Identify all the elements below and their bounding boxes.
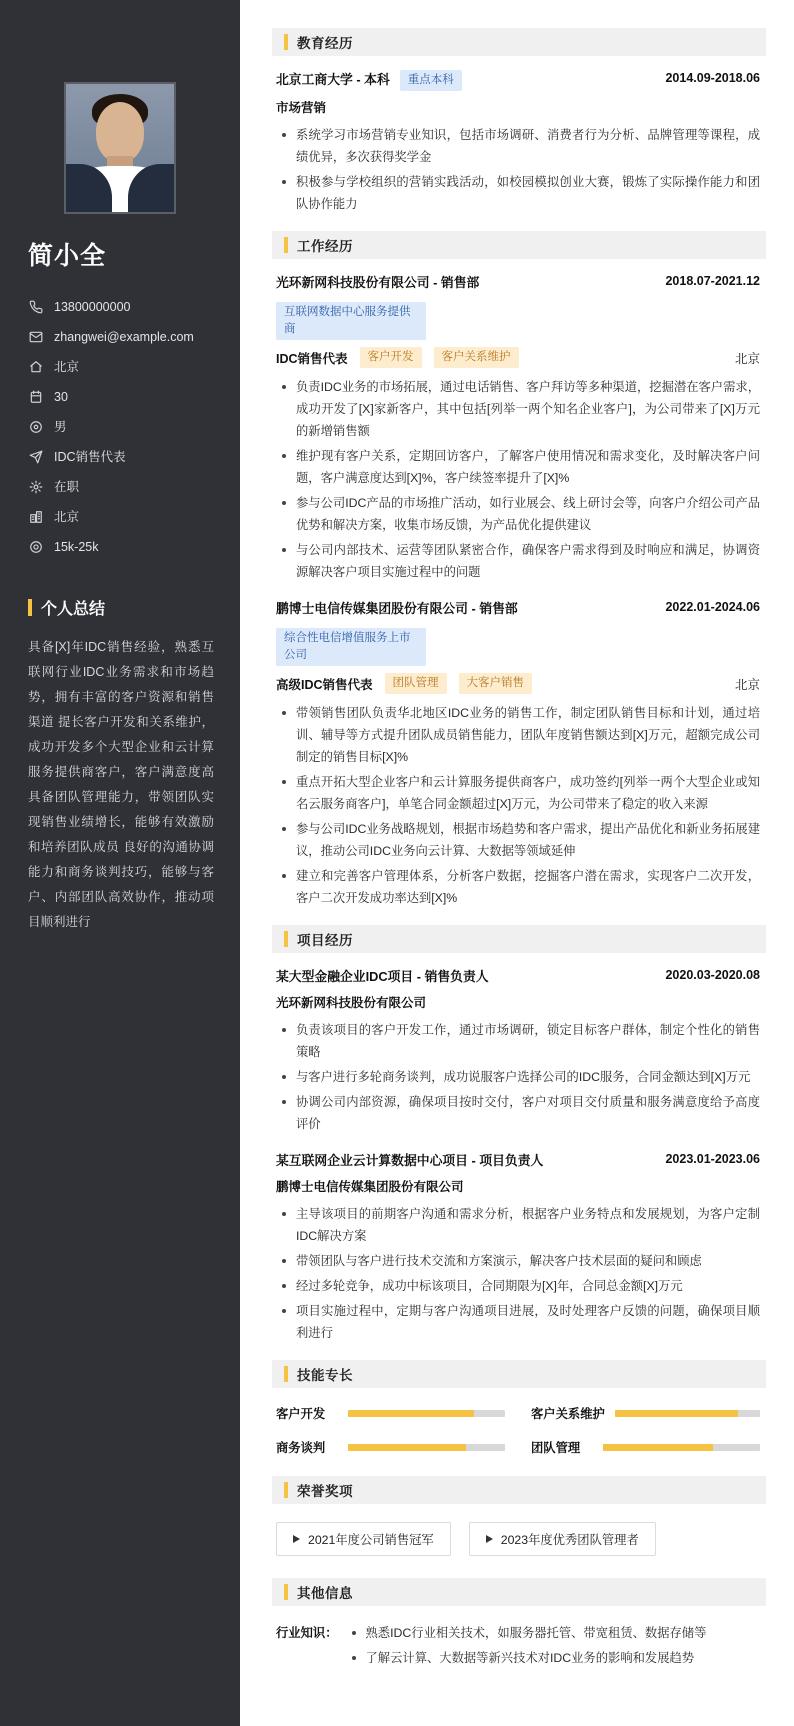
work-entry-left xyxy=(276,273,624,340)
section-title: 技能专长 xyxy=(297,1368,353,1383)
contact-phone-value: 13800000000 xyxy=(54,300,131,314)
skill-item xyxy=(276,1404,505,1422)
work-bullets xyxy=(276,376,760,583)
education-entry-left xyxy=(276,70,462,91)
project-entry-left xyxy=(276,967,489,986)
contact-home xyxy=(26,352,214,382)
contact-salary xyxy=(26,532,214,562)
sidebar xyxy=(0,0,240,1726)
avatar-face xyxy=(96,102,144,162)
skill-item xyxy=(276,1438,505,1456)
project-name: 某互联网企业云计算数据中心项目 - 项目负责人 xyxy=(276,1153,544,1168)
contact-city-value: 北京 xyxy=(54,510,80,524)
skill-progress-fill xyxy=(348,1410,474,1417)
contact-age-value: 30 xyxy=(54,390,68,404)
list-item: 与公司内部技术、运营等团队紧密合作，确保客户需求得到及时响应和满足，协调资源解决客户项目实施过程中的问题 xyxy=(276,539,760,583)
play-triangle-icon xyxy=(293,1535,300,1543)
project-org: 鹏博士电信传媒集团股份有限公司 xyxy=(276,1180,464,1194)
work-location: 北京 xyxy=(734,351,760,366)
contact-status-value: 在职 xyxy=(54,480,80,494)
contact-position xyxy=(26,442,214,472)
list-item: 带领团队与客户进行技术交流和方案演示，解决客户技术层面的疑问和顾虑 xyxy=(276,1250,760,1272)
accent-bar xyxy=(284,1584,288,1600)
contact-salary-value: 15k-25k xyxy=(54,540,99,554)
project-entry xyxy=(272,967,766,1135)
education-entry xyxy=(272,70,766,215)
section-header-honors xyxy=(272,1476,766,1504)
contact-gender xyxy=(26,412,214,442)
contact-status xyxy=(26,472,214,502)
section-header-skills xyxy=(272,1360,766,1388)
work-bullets xyxy=(276,702,760,909)
company-name: 鹏博士电信传媒集团股份有限公司 - 销售部 xyxy=(276,601,518,616)
position-icon xyxy=(28,450,43,465)
contact-phone xyxy=(26,292,214,322)
list-item: 参与公司IDC产品的市场推广活动，如行业展会、线上研讨会等，向客户介绍公司产品优势和解决方案，收集市场反馈，为产品优化提供建议 xyxy=(276,492,760,536)
company-name: 光环新网科技股份有限公司 - 销售部 xyxy=(276,275,480,290)
accent-bar xyxy=(284,1366,288,1382)
section-header-other xyxy=(272,1578,766,1606)
section-header-work xyxy=(272,231,766,259)
section-title: 项目经历 xyxy=(297,933,353,948)
contact-gender-value: 男 xyxy=(54,420,67,434)
education-entry-header xyxy=(276,70,760,91)
list-item: 带领销售团队负责华北地区IDC业务的销售工作，制定团队销售目标和计划，通过培训、辅导等方式提升团队成员销售能力，团队年度销售额达到[X]万元，超额完成公司制定的销售目标[X]% xyxy=(276,702,760,768)
honor-label: 2021年度公司销售冠军 xyxy=(308,1533,434,1547)
contact-age xyxy=(26,382,214,412)
list-item: 项目实施过程中，定期与客户沟通项目进展，及时处理客户反馈的问题，确保项目顺利进行 xyxy=(276,1300,760,1344)
work-entry xyxy=(272,273,766,583)
contact-email-value: zhangwei@example.com xyxy=(54,330,194,344)
main-content xyxy=(240,0,794,1726)
education-date: 2014.09-2018.06 xyxy=(665,71,760,85)
contact-city xyxy=(26,502,214,532)
work-role-left xyxy=(276,347,519,368)
section-header-education xyxy=(272,28,766,56)
honor-item xyxy=(276,1522,451,1556)
mail-icon xyxy=(28,330,43,345)
summary-title-text: 个人总结 xyxy=(41,601,106,618)
role-tag: 团队管理 xyxy=(385,673,447,694)
work-role-row xyxy=(276,347,760,368)
contact-position-value: IDC销售代表 xyxy=(54,450,126,464)
section-title: 工作经历 xyxy=(297,239,353,254)
list-item: 重点开拓大型企业客户和云计算服务提供商客户，成功签约[列举一两个大型企业或知名云服务商客户]，单笔合同金额超过[X]万元，为公司带来了稳定的收入来源 xyxy=(276,771,760,815)
work-entry-header xyxy=(276,599,760,666)
skill-progress xyxy=(348,1444,505,1451)
section-projects xyxy=(272,925,766,1344)
section-education xyxy=(272,28,766,215)
list-item: 与客户进行多轮商务谈判，成功说服客户选择公司的IDC服务，合同金额达到[X]万元 xyxy=(276,1066,760,1088)
city-icon xyxy=(28,510,43,525)
skill-progress-fill xyxy=(615,1410,738,1417)
company-tag: 综合性电信增值服务上市公司 xyxy=(276,628,426,666)
person-name: 简小全 xyxy=(28,242,107,270)
education-major: 市场营销 xyxy=(276,101,327,115)
salary-icon xyxy=(28,540,43,555)
section-header-projects xyxy=(272,925,766,953)
other-info-label: 行业知识： xyxy=(276,1626,338,1640)
list-item: 维护现有客户关系，定期回访客户，了解客户使用情况和需求变化，及时解决客户问题，客户满意度达到[X]%，客户续签率提升了[X]% xyxy=(276,445,760,489)
list-item: 参与公司IDC业务战略规划，根据市场趋势和客户需求，提出产品优化和新业务拓展建议，推动公司IDC业务向云计算、大数据等领域延伸 xyxy=(276,818,760,862)
honor-label: 2023年度优秀团队管理者 xyxy=(500,1533,639,1547)
project-entry-left xyxy=(276,1151,543,1170)
list-item: 熟悉IDC行业相关技术，如服务器托管、带宽租赁、数据存储等 xyxy=(346,1622,761,1644)
role-tag: 客户关系维护 xyxy=(434,347,519,368)
section-title: 其他信息 xyxy=(297,1586,353,1601)
section-honors xyxy=(272,1476,766,1564)
skill-label: 客户开发 xyxy=(276,1407,326,1421)
skill-label: 商务谈判 xyxy=(276,1441,326,1455)
role-tag: 大客户销售 xyxy=(459,673,533,694)
work-entry xyxy=(272,599,766,909)
summary-title xyxy=(26,596,214,619)
work-entry-header xyxy=(276,273,760,340)
work-role-row xyxy=(276,673,760,694)
summary-text: 具备[X]年IDC销售经验，熟悉互联网行业IDC业务需求和市场趋势，拥有丰富的客户资源和销售渠道 提长客户开发和关系维护，成功开发多个大型企业和云计算服务提供商客户，客户满意度高 具备团队管理能力，带领团队实现销售业绩增长，能够有效激励和培养团队成员 良好的沟通协调能力和商务谈判技巧，能够与客户、内部团队高效协作，推动项目顺利进行 xyxy=(28,640,214,929)
calendar-icon xyxy=(28,390,43,405)
list-item: 建立和完善客户管理体系，分析客户数据，挖掘客户潜在需求，实现客户二次开发，客户二次开发成功率达到[X]% xyxy=(276,865,760,909)
contact-email xyxy=(26,322,214,352)
project-name: 某大型金融企业IDC项目 - 销售负责人 xyxy=(276,969,489,984)
accent-bar xyxy=(284,931,288,947)
project-entry xyxy=(272,1151,766,1344)
honors-list xyxy=(272,1518,766,1564)
accent-bar xyxy=(284,1482,288,1498)
project-date: 2020.03-2020.08 xyxy=(665,968,760,982)
gender-icon xyxy=(28,420,43,435)
skill-progress-fill xyxy=(348,1444,466,1451)
section-title: 教育经历 xyxy=(297,36,353,51)
avatar-photo xyxy=(66,84,174,212)
work-date: 2018.07-2021.12 xyxy=(665,274,760,288)
company-tag: 互联网数据中心服务提供商 xyxy=(276,302,426,340)
list-item: 积极参与学校组织的营销实践活动，如校园模拟创业大赛，锻炼了实际操作能力和团队协作能力 xyxy=(276,171,760,215)
list-item: 了解云计算、大数据等新兴技术对IDC业务的影响和发展趋势 xyxy=(346,1647,761,1669)
work-role-left xyxy=(276,673,532,694)
contact-home-value: 北京 xyxy=(54,360,80,374)
project-entry-header xyxy=(276,967,760,986)
list-item: 主导该项目的前期客户沟通和需求分析，根据客户业务特点和发展规划，为客户定制IDC解决方案 xyxy=(276,1203,760,1247)
avatar xyxy=(64,82,176,214)
honor-item xyxy=(469,1522,656,1556)
education-bullets xyxy=(276,124,760,215)
play-triangle-icon xyxy=(486,1535,493,1543)
list-item: 负责IDC业务的市场拓展，通过电话销售、客户拜访等多种渠道，挖掘潜在客户需求，成功开发了[X]家新客户，其中包括[列举一两个知名企业客户]，为公司带来了[X]万元的新增销售额 xyxy=(276,376,760,442)
role-title: 高级IDC销售代表 xyxy=(276,677,373,692)
home-icon xyxy=(28,360,43,375)
accent-bar xyxy=(284,34,288,50)
project-bullets xyxy=(276,1203,760,1344)
list-item: 系统学习市场营销专业知识，包括市场调研、消费者行为分析、品牌管理等课程，成绩优异，多次获得奖学金 xyxy=(276,124,760,168)
role-title: IDC销售代表 xyxy=(276,351,348,366)
work-date: 2022.01-2024.06 xyxy=(665,600,760,614)
school-name: 北京工商大学 - 本科 xyxy=(276,72,390,87)
role-tag: 客户开发 xyxy=(360,347,422,368)
section-other xyxy=(272,1578,766,1672)
accent-bar xyxy=(28,599,32,616)
phone-icon xyxy=(28,300,43,315)
skill-progress xyxy=(348,1410,505,1417)
project-bullets xyxy=(276,1019,760,1135)
accent-bar xyxy=(284,237,288,253)
skill-label: 客户关系维护 xyxy=(531,1407,605,1421)
skill-progress xyxy=(603,1444,760,1451)
other-info-row xyxy=(272,1620,766,1672)
work-location: 北京 xyxy=(734,677,760,692)
section-work xyxy=(272,231,766,909)
skill-item xyxy=(531,1404,760,1422)
section-skills xyxy=(272,1360,766,1462)
status-icon xyxy=(28,480,43,495)
skill-label: 团队管理 xyxy=(531,1441,581,1455)
work-entry-left xyxy=(276,599,624,666)
list-item: 协调公司内部资源，确保项目按时交付，客户对项目交付质量和服务满意度给予高度评价 xyxy=(276,1091,760,1135)
list-item: 负责该项目的客户开发工作，通过市场调研，锁定目标客户群体，制定个性化的销售策略 xyxy=(276,1019,760,1063)
project-date: 2023.01-2023.06 xyxy=(665,1152,760,1166)
project-org: 光环新网科技股份有限公司 xyxy=(276,996,427,1010)
other-bullets xyxy=(346,1622,761,1672)
skill-progress xyxy=(615,1410,760,1417)
section-title: 荣誉奖项 xyxy=(297,1484,353,1499)
skill-progress-fill xyxy=(603,1444,713,1451)
list-item: 经过多轮竞争，成功中标该项目，合同期限为[X]年，合同总金额[X]万元 xyxy=(276,1275,760,1297)
school-tag: 重点本科 xyxy=(400,70,462,91)
project-entry-header xyxy=(276,1151,760,1170)
skill-item xyxy=(531,1438,760,1456)
skills-grid xyxy=(272,1402,766,1462)
contact-list xyxy=(26,292,214,562)
